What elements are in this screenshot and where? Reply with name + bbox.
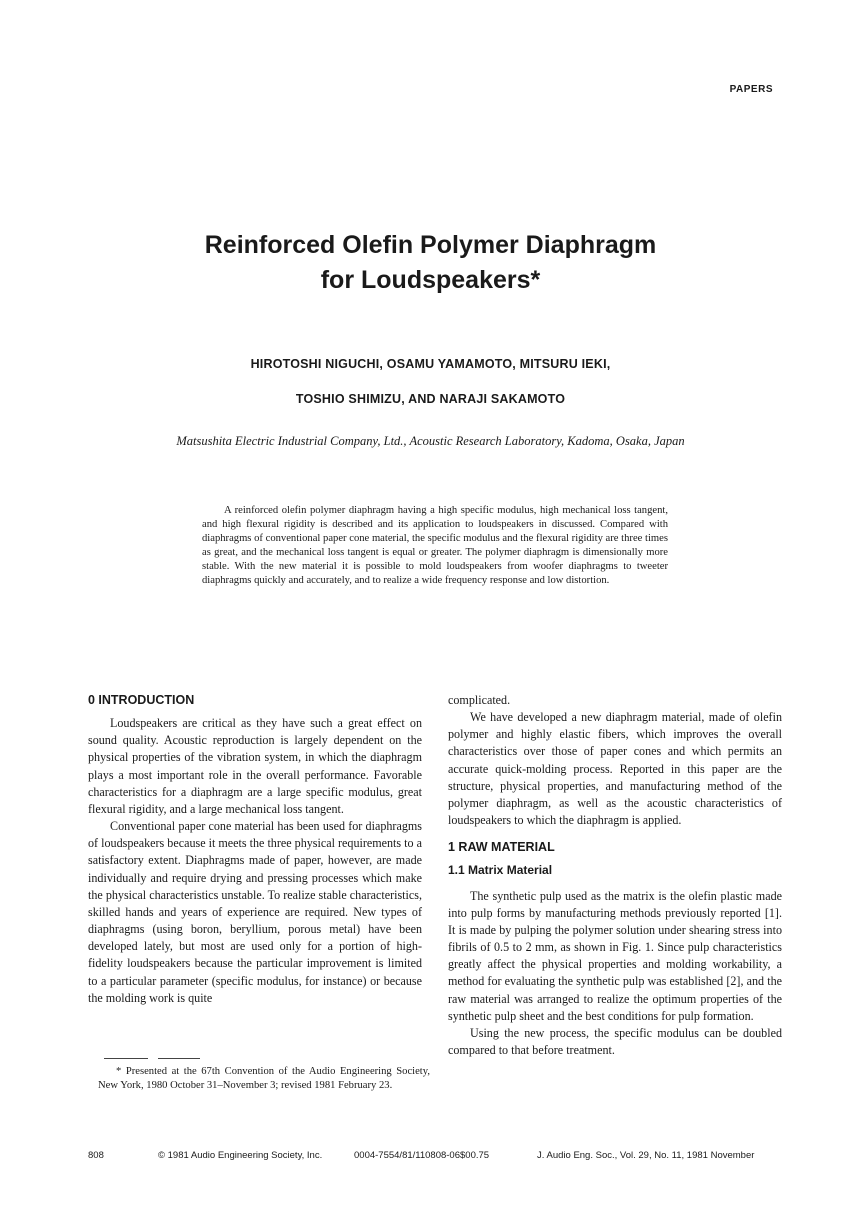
paper-title — [0, 228, 861, 298]
intro-paragraph-1: Loudspeakers are critical as they have such a great effect on sound quality. Acoustic reproduction is largely dependent on the physical properties of the vibration system, in which the diaphragm plays a most important role in the overall performance. Favorable characteristics for a diaphragm are a large specific modulus, great flexural rigidity, and a large mechanical loss tangent. — [88, 716, 422, 816]
abstract — [202, 504, 668, 587]
title-line-2: for Loudspeakers* — [320, 266, 541, 294]
footnote — [98, 1065, 430, 1092]
footer-journal: J. Audio Eng. Soc., Vol. 29, No. 11, 1981 November — [537, 1150, 755, 1161]
intro-heading: 0 INTRODUCTION — [88, 693, 195, 707]
footer-code: 0004-7554/81/110808-06$00.75 — [354, 1150, 490, 1161]
authors — [0, 347, 861, 417]
title-line-1: Reinforced Olefin Polymer Diaphragm — [204, 231, 657, 259]
footer-page-number: 808 — [88, 1150, 104, 1161]
matrix-paragraph-2: Using the new process, the specific modulus can be doubled compared to that before treatment. — [448, 1025, 782, 1057]
intro-paragraph-3: We have developed a new diaphragm material, made of olefin polymer and highly elastic fibers, which improves the overall characteristics over those of paper cones and which permits an accurate quick-molding process. Reported in this paper are the structure, physical properties, and manufacturing method of the polymer diaphragm, as well as the acoustic characteristics of loudspeakers to which the diaphragm is applied. — [448, 710, 782, 828]
abstract-text: A reinforced olefin polymer diaphragm having a high specific modulus, high mechanical loss tangent, and high flexural rigidity is described and its application to loudspeakers in discussed. Compared with diaphragms of conventional paper cone material, the specific modulus and the flexural rigidity are three times as great, and the mechanical loss tangent is equal or greater. The polymer diaphragm is dimensionally more stable. With the new material it is possible to mold loudspeakers from woofer diaphragms to tweeter diaphragms quickly and accurately, and to realize a wide frequency response and low distortion. — [202, 505, 668, 586]
intro-paragraph-2: Conventional paper cone material has been used for diaphragms of loudspeakers because it meets the three physical requirements to a satisfactory extent. Diaphragms made of paper, however, are made individually and require drying and pressing processes which make the physical characteristics unstable. To realize stable characteristics, skilled hands and years of experience are required. New types of diaphragms (using boron, beryllium, porous metal) have been developed lately, but most are used only for a portion of high-fidelity loudspeakers because the particular improvement is limited to a particular parameter (specific modulus, for instance) or because the molding work is quite — [88, 819, 422, 1005]
affiliation: Matsushita Electric Industrial Company, Ltd., Acoustic Research Laboratory, Kadoma, Osaka, Japan — [176, 434, 685, 448]
matrix-paragraph-1: The synthetic pulp used as the matrix is the olefin plastic made into pulp forms by manufacturing methods previously reported [1]. It is made by pulping the polymer solution under shearing stress into fibrils of 0.5 to 2 mm, as shown in Fig. 1. Since pulp characteristics greatly affect the physical properties and molding workability, a method for evaluating the synthetic pulp was established [2], and the raw material was arranged to realize the optimum properties of the synthetic pulp sheet and the best conditions for pulp formation. — [448, 888, 782, 1023]
footer-copyright: © 1981 Audio Engineering Society, Inc. — [158, 1150, 323, 1161]
left-column — [88, 692, 422, 1007]
authors-line-1: HIROTOSHI NIGUCHI, OSAMU YAMAMOTO, MITSURU IEKI, — [250, 357, 611, 371]
section-label: PAPERS — [729, 84, 773, 95]
raw-material-heading: 1 RAW MATERIAL — [448, 840, 555, 855]
footnote-rule-left — [104, 1058, 148, 1059]
footnote-text: * Presented at the 67th Convention of the Audio Engineering Society, New York, 1980 October 31–November 3; revised 1981 February 23. — [98, 1066, 430, 1091]
right-column — [448, 692, 782, 1059]
footnote-rule-right — [158, 1058, 200, 1059]
intro-paragraph-2-continued: complicated. — [448, 693, 511, 707]
authors-line-2: TOSHIO SHIMIZU, AND NARAJI SAKAMOTO — [295, 392, 566, 406]
matrix-material-heading: 1.1 Matrix Material — [448, 863, 553, 878]
